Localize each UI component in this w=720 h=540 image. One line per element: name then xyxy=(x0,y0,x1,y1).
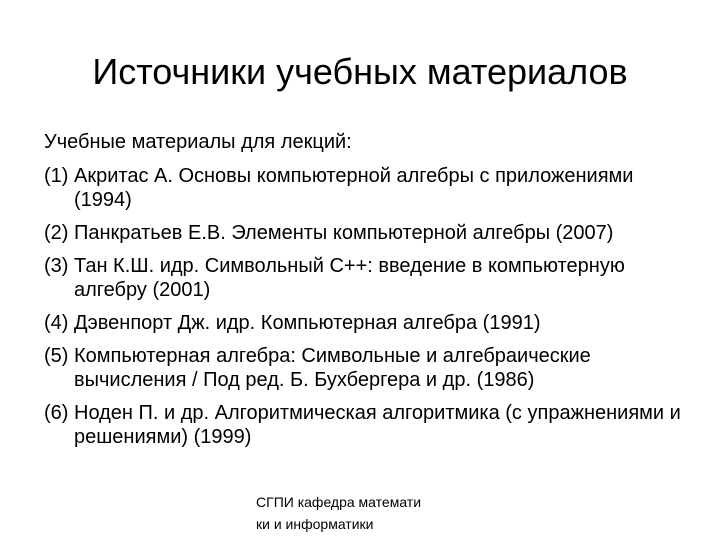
slide-title: Источники учебных материалов xyxy=(92,51,628,92)
reference-item: (6) Ноден П. и др. Алгоритмическая алгоритмика (с упражнениями и решениями) (1999) xyxy=(44,402,681,448)
reference-item: (4) Дэвенпорт Дж. идр. Компьютерная алгебра (1991) xyxy=(44,312,541,334)
reference-item: (3) Тан К.Ш. идр. Символьный С++: введение в компьютерную алгебру (2001) xyxy=(44,255,625,301)
reference-item: (1) Акритас А. Основы компьютерной алгебры с приложениями (1994) xyxy=(44,165,634,211)
reference-item: (5) Компьютерная алгебра: Символьные и алгебраические вычисления / Под ред. Б. Бухбергера и др. (1986) xyxy=(44,345,591,391)
footer-line: ки и информатики xyxy=(256,516,374,532)
reference-item: (2) Панкратьев Е.В. Элементы компьютерной алгебры (2007) xyxy=(44,222,614,244)
footer-line: СГПИ кафедра математи xyxy=(256,494,422,510)
intro-text: Учебные материалы для лекций: xyxy=(44,131,352,153)
reference-list xyxy=(44,164,684,449)
slide-content xyxy=(44,130,684,458)
footer-text xyxy=(256,491,486,535)
